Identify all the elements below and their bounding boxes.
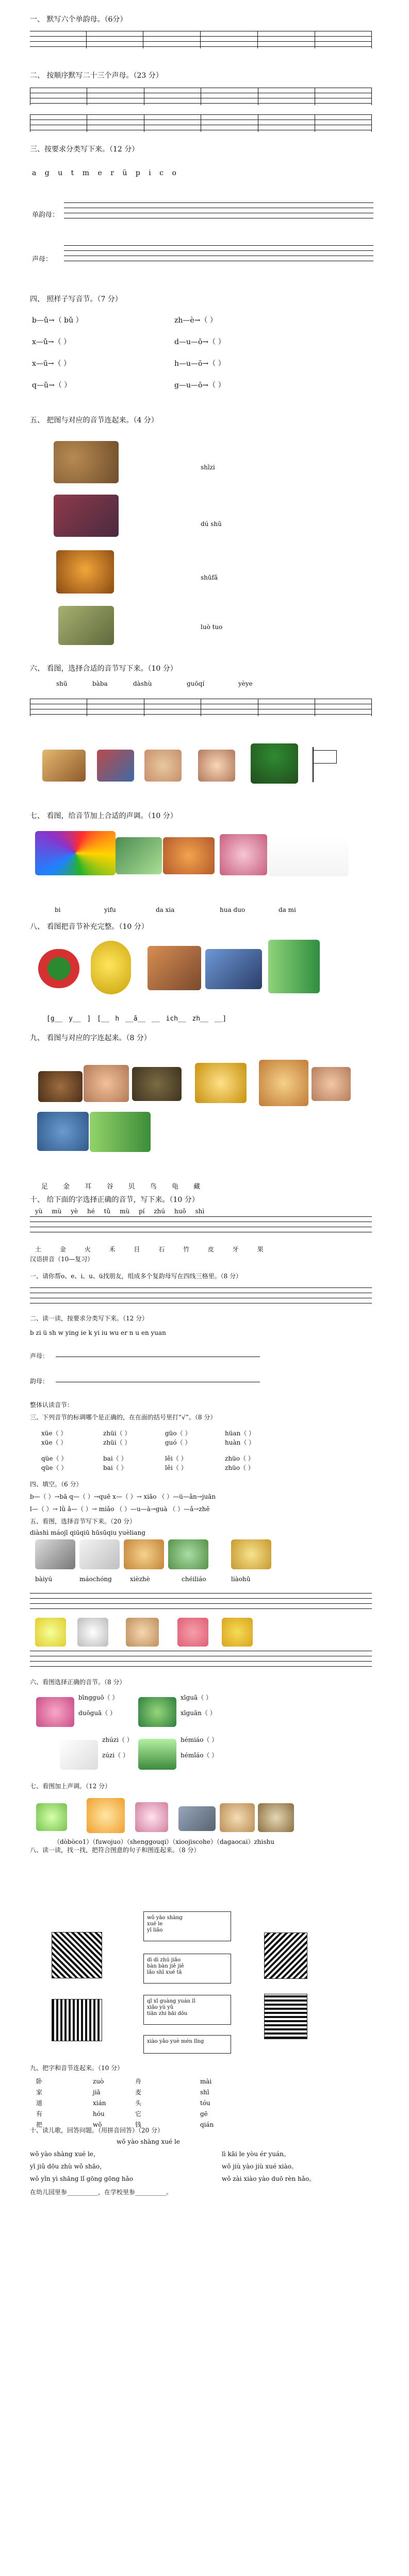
q9-right-chars bbox=[135, 2076, 141, 2130]
s10-py-7: pí bbox=[139, 1208, 145, 1215]
four-line-grid-6[interactable] bbox=[30, 699, 372, 716]
q6-a1: bīngguō（ ） bbox=[78, 1694, 119, 1701]
q9-right-4: 它 bbox=[135, 2110, 142, 2117]
q7-image-3 bbox=[135, 1802, 168, 1832]
homework-title: 汉语拼音（10—复习） bbox=[30, 1256, 94, 1263]
s4-r4-b: g—u—ō→（ ） bbox=[174, 381, 225, 389]
s10-char-2: 金 bbox=[59, 1246, 66, 1253]
feet-image bbox=[312, 1067, 351, 1101]
four-line-grid-10[interactable] bbox=[30, 1216, 372, 1234]
q9-right-2: 麦 bbox=[135, 2089, 142, 2096]
s10-py-3: yè bbox=[71, 1208, 78, 1215]
s9-char-7: 龟 bbox=[171, 1183, 178, 1191]
four-line-grid-2a[interactable] bbox=[30, 88, 372, 105]
section-6-title: 六、 看图，选择合适的音节写下来。（10 分） bbox=[30, 665, 177, 673]
q9-right-3: 头 bbox=[135, 2099, 142, 2107]
q6-b1: xīguā（ ） bbox=[181, 1694, 212, 1701]
s10-pinyin bbox=[35, 1208, 204, 1215]
q5-image-1 bbox=[35, 1539, 75, 1569]
q10-l3: wǒ yǐn yì shāng lǐ gōng gōng hǎo bbox=[30, 2175, 134, 2182]
s9-char-4: 谷 bbox=[106, 1183, 113, 1191]
s10-char-5: 目 bbox=[134, 1246, 140, 1253]
four-line-grid-q1[interactable] bbox=[30, 1287, 372, 1305]
s10-char-4: 禾 bbox=[109, 1246, 116, 1253]
q3-r1-3: güo（ ） bbox=[165, 1430, 191, 1437]
s10-py-4: hé bbox=[87, 1208, 95, 1215]
q5-row2-5: liàohū bbox=[231, 1575, 251, 1583]
q9-right-5: 钱 bbox=[135, 2121, 142, 2128]
grandma-image bbox=[148, 946, 201, 990]
watermelon-image bbox=[38, 949, 79, 988]
q9-left-chars bbox=[36, 2076, 42, 2130]
q5-row2-3: xièzhè bbox=[130, 1575, 150, 1583]
q8-title: 八、读一读，找一找，把符合图意的句子和图连起来。（8 分） bbox=[30, 1846, 200, 1854]
s10-char-8: 皮 bbox=[207, 1246, 214, 1253]
q8-image-1 bbox=[52, 1932, 102, 1978]
four-line-grid-1[interactable] bbox=[30, 31, 372, 48]
q6-image-1 bbox=[36, 1697, 74, 1727]
q10-l1: wǒ yào shàng xué le， bbox=[30, 2150, 100, 2158]
q9-rightpy-5: qián bbox=[200, 2121, 214, 2128]
old-man-image bbox=[144, 750, 182, 782]
q9-left-3: 道 bbox=[36, 2099, 43, 2107]
q5-image-5 bbox=[231, 1539, 271, 1569]
q3-r4-3: lěi（ ） bbox=[165, 1464, 187, 1471]
section-5-title: 五、 把图与对应的音节连起来。（4 分） bbox=[30, 416, 158, 425]
q9-rightpy-1: mài bbox=[200, 2078, 212, 2085]
q3-r1-2: zhüi（ ） bbox=[103, 1430, 131, 1437]
q9-left-2: 家 bbox=[36, 2089, 43, 2096]
q6-title: 六、看图选择正确的音节。（8 分） bbox=[30, 1679, 126, 1686]
q5-row2-2: máochóng bbox=[79, 1575, 112, 1583]
q9-leftpy-4: hóu bbox=[93, 2110, 105, 2117]
q4-r1: b—（ ）→bā q—（ ）→quē x—（ ）→ xiāo （ ）—ü—ǎn→juān bbox=[30, 1493, 216, 1500]
dad-image bbox=[198, 750, 235, 782]
q7-image-2 bbox=[87, 1798, 125, 1833]
moon-image bbox=[35, 1618, 66, 1647]
q8-sentence-1[interactable]: wǒ yāo shàng xué le yī liǎo bbox=[143, 1911, 231, 1941]
q8-sentence-2[interactable]: dì dì zhú jiǎo bàn bàn jiě jiě lǎo shī xué tā bbox=[143, 1954, 231, 1984]
q6-a2: duōguā（ ） bbox=[78, 1709, 117, 1717]
s10-py-10: shì bbox=[195, 1208, 205, 1215]
s9-char-5: 贝 bbox=[128, 1183, 135, 1191]
q4-r2: l—（ ）→ lǜ ǎ—（ ）→ miǎo （ ）—u—à→guà （ ）—ǎ→zhě bbox=[30, 1505, 210, 1513]
s9-char-3: 耳 bbox=[85, 1183, 92, 1191]
s9-char-8: 藏 bbox=[193, 1183, 201, 1191]
q8-sentence-4[interactable]: xiào yǎo yuè mén lǐng bbox=[143, 2035, 231, 2054]
section-2-title: 二、 按顺序默写二十三个声母。（23 分） bbox=[30, 72, 163, 80]
giraffe-image bbox=[259, 1060, 308, 1106]
car-image bbox=[205, 949, 262, 989]
q5-title: 五、看图，选择音节写下来。（20 分） bbox=[30, 1518, 136, 1525]
s10-char-3: 火 bbox=[84, 1246, 91, 1253]
q3-r3-4: zhüo（ ） bbox=[225, 1455, 254, 1462]
q9-leftpy-1: zuò bbox=[93, 2078, 104, 2085]
reading-image bbox=[54, 495, 119, 537]
q5-row2-4: chéiliáo bbox=[182, 1575, 206, 1583]
s10-py-9: huǒ bbox=[174, 1208, 186, 1215]
q8-image-3 bbox=[52, 1999, 102, 2041]
s7-word-1: bi bbox=[55, 906, 61, 913]
q5-image-2 bbox=[79, 1539, 120, 1569]
s5-word-1: shīzi bbox=[201, 464, 215, 471]
s5-word-4: luò tuo bbox=[201, 623, 223, 631]
s10-char-9: 牙 bbox=[232, 1246, 239, 1253]
q9-left-4: 有 bbox=[36, 2110, 43, 2117]
section-10-title: 十、 给下面的字选择正确的音节，写下来。（10 分） bbox=[30, 1196, 199, 1204]
sofa-image bbox=[58, 606, 114, 645]
q4-title: 四、填空。（6 分） bbox=[30, 1481, 83, 1488]
grains-image bbox=[38, 1071, 83, 1102]
q10-r2: wǒ jiù yào jiù xué xiào。 bbox=[222, 2163, 298, 2170]
s6-word-1: shū bbox=[56, 680, 68, 687]
clothes-image bbox=[116, 837, 162, 874]
camel-image bbox=[54, 441, 119, 483]
q9-right-py bbox=[200, 2076, 214, 2130]
q5-row2-1: bàiyú bbox=[35, 1575, 53, 1583]
child-image bbox=[126, 1618, 159, 1647]
books-image bbox=[97, 750, 134, 782]
ear-image bbox=[84, 1065, 129, 1102]
q3-r3-3: lěi（ ） bbox=[165, 1455, 187, 1462]
q3-r2-3: guó（ ） bbox=[165, 1439, 191, 1446]
q5-image-3 bbox=[124, 1539, 164, 1569]
q2-yunmu: 韵母： bbox=[30, 1378, 49, 1385]
q7-title: 七、看图加上声调。（12 分） bbox=[30, 1783, 111, 1790]
q10-title: 十、读儿歌，回答问题。（用拼音回答）（20 分） bbox=[30, 2127, 164, 2134]
q3-r4-2: bai（ ） bbox=[103, 1464, 127, 1471]
q7-image-6 bbox=[258, 1803, 294, 1832]
shrimp-image bbox=[163, 837, 215, 874]
section-9-title: 九、 看图与对应的字连起来。（8 分） bbox=[30, 1034, 151, 1042]
clock-image bbox=[222, 1618, 253, 1647]
q10-top: wǒ yào shàng xué le bbox=[117, 2138, 180, 2145]
q10-r1: lì kāi le yòu ér yuán。 bbox=[222, 2150, 290, 2158]
s9-chars bbox=[41, 1183, 200, 1191]
gold-image bbox=[195, 1063, 247, 1103]
q6-b2: xīguān（ ） bbox=[181, 1709, 216, 1717]
bamboo-image bbox=[268, 940, 320, 993]
q3-r2-2: zhüi（ ） bbox=[103, 1439, 131, 1446]
q6-image-2 bbox=[138, 1697, 176, 1727]
s6-word-3: dàshù bbox=[133, 680, 152, 687]
q3-r1-1: xüe（ ） bbox=[41, 1430, 67, 1437]
four-line-grid-q5a[interactable] bbox=[30, 1593, 372, 1611]
bird-image bbox=[37, 1112, 89, 1151]
q9-right-1: 舟 bbox=[135, 2078, 142, 2085]
s6-word-5: yèye bbox=[238, 680, 253, 687]
yunmu-label: 单韵母： bbox=[32, 211, 59, 219]
q10-l2: yī jiǔ dōu zhù wǒ shāo， bbox=[30, 2163, 106, 2170]
q3-r2-1: xüe（ ） bbox=[41, 1439, 67, 1446]
shengmu-label: 声母： bbox=[32, 256, 53, 263]
q3-r3-2: bai（ ） bbox=[103, 1455, 127, 1462]
q6-c1: zhúzi（ ） bbox=[102, 1736, 133, 1743]
s8-blanks: [g__ y__ ] [__ h __ā__ __ ich__ zh__ __] bbox=[46, 1015, 227, 1023]
s10-py-5: tǔ bbox=[104, 1208, 111, 1215]
q9-title: 九、把字和音节连起来。（10 分） bbox=[30, 2064, 124, 2072]
s4-r3-a: x—ū→（ ） bbox=[32, 360, 71, 368]
q2-whole: 整体认读音节： bbox=[30, 1401, 74, 1409]
turtle-image bbox=[132, 1067, 182, 1101]
s4-r1-b: zh—è→（ ） bbox=[174, 316, 217, 325]
pencils-image bbox=[35, 831, 116, 875]
pear-image bbox=[91, 941, 131, 994]
s6-word-4: guōqí bbox=[187, 680, 205, 687]
flower-image bbox=[220, 834, 267, 875]
q9-rightpy-3: tóu bbox=[200, 2099, 210, 2107]
q6-d1: hémiáo（ ） bbox=[181, 1736, 218, 1743]
s10-py-8: zhú bbox=[154, 1208, 166, 1215]
q8-image-4 bbox=[264, 1994, 307, 2039]
q9-leftpy-2: jiā bbox=[93, 2089, 101, 2096]
s7-word-5: da mi bbox=[279, 906, 296, 913]
letters-row: a g u t m e r ü p i c o bbox=[32, 169, 179, 177]
q3-r3-1: qüe（ ） bbox=[41, 1455, 68, 1462]
q9-leftpy-3: xián bbox=[93, 2099, 106, 2107]
q10-ask1: 在幼儿园里参__________，在学校里参__________。 bbox=[30, 2189, 173, 2196]
q3-r4-1: qüe（ ） bbox=[41, 1464, 68, 1471]
s5-word-3: shūfǎ bbox=[201, 574, 218, 581]
s7-word-2: yifu bbox=[104, 906, 116, 913]
section-1-title: 一、 默写六个单韵母。（6分） bbox=[30, 15, 127, 24]
four-line-grid-2b[interactable] bbox=[30, 114, 372, 132]
s7-word-3: da xia bbox=[156, 906, 175, 913]
q9-left-1: 卧 bbox=[36, 2078, 43, 2085]
q7-image-5 bbox=[220, 1803, 255, 1832]
q5-words: diàshì máojī qiūqiū hūsūqiu yuèliang bbox=[30, 1529, 145, 1536]
s4-r1-a: b—ǔ→（ bǔ ） bbox=[32, 316, 83, 325]
q8-image-2 bbox=[264, 1933, 307, 1979]
section-4-title: 四、 照样子写音节。（7 分） bbox=[30, 295, 122, 303]
s9-char-2: 金 bbox=[63, 1183, 70, 1191]
q9-left-py bbox=[93, 2076, 106, 2130]
s10-char-6: 石 bbox=[158, 1246, 165, 1253]
q2-letters: b zi ü sh w ying ie k yi iu wu er n u en yuan bbox=[30, 1329, 166, 1336]
lion-image bbox=[56, 550, 114, 594]
desk-boy-image bbox=[42, 750, 86, 782]
s10-char-7: 竹 bbox=[183, 1246, 190, 1253]
four-line-grid-q5b[interactable] bbox=[30, 1651, 372, 1668]
s7-word-4: hua duo bbox=[220, 906, 246, 913]
rice-image bbox=[268, 836, 349, 876]
s10-chars bbox=[35, 1246, 264, 1253]
q7-words: （dòbòco1）（fuwojuo）（shenggouqi）（xioojiscohe）（dagaocai）zhishu bbox=[54, 1838, 274, 1845]
q6-d2: hémǐáo（ ） bbox=[181, 1752, 218, 1759]
tire-image bbox=[77, 1618, 108, 1647]
s4-r2-b: d—u—ō→（ ） bbox=[174, 338, 225, 346]
q3-r1-4: hüan（ ） bbox=[225, 1430, 255, 1437]
q9-rightpy-2: shī bbox=[200, 2089, 209, 2096]
q7-image-4 bbox=[178, 1806, 216, 1831]
s4-r3-b: h—u—ō→（ ） bbox=[174, 360, 225, 368]
q9-leftpy-5: wǒ bbox=[93, 2121, 102, 2128]
s4-r2-a: x—ǔ→（ ） bbox=[32, 338, 71, 346]
q5-image-4 bbox=[168, 1539, 208, 1569]
q8-sentence-3[interactable]: qǐ xǐ guàng yuán lǐ xiǎo yú yǔ tiān zhi bāi dōu bbox=[143, 1995, 231, 2025]
s6-word-2: bàba bbox=[92, 680, 108, 687]
q2-shengmu: 声母： bbox=[30, 1352, 49, 1360]
s10-char-1: 土 bbox=[35, 1246, 42, 1253]
s10-py-1: yù bbox=[35, 1208, 43, 1215]
s4-r4-a: q—ǔ→（ ） bbox=[32, 381, 72, 389]
balloon-image bbox=[177, 1618, 208, 1647]
grass-image bbox=[90, 1112, 151, 1152]
q7-image-1 bbox=[36, 1803, 67, 1831]
section-8-title: 八、 看图把音节补充完整。（10 分） bbox=[30, 923, 149, 931]
q2-title: 二、读一读，按要求分类写下来。（12 分） bbox=[30, 1315, 149, 1322]
q6-image-3 bbox=[60, 1740, 98, 1770]
s9-char-1: 足 bbox=[41, 1183, 48, 1191]
section-7-title: 七、 看图，给音节加上合适的声调。（10 分） bbox=[30, 812, 177, 820]
q9-rightpy-4: gē bbox=[200, 2110, 208, 2117]
s5-word-2: dú shū bbox=[201, 520, 222, 528]
s9-char-6: 鸟 bbox=[150, 1183, 157, 1191]
q6-c2: zúzi（ ） bbox=[102, 1752, 129, 1759]
q3-title: 三、下列音节的标调哪个是正确的，在在面的括号里打“√”。（8 分） bbox=[30, 1414, 217, 1421]
q3-r2-4: huàn（ ） bbox=[225, 1439, 255, 1446]
q10-r3: wǒ zài xiào yào duō rèn hǎo。 bbox=[222, 2175, 316, 2182]
q3-r4-4: zhüo（ ） bbox=[225, 1464, 254, 1471]
tree-image bbox=[251, 743, 298, 784]
q1-title: 一、请你帮o、e、i、u、ü找朋友，组成多个复韵母写在四线三格里。（8 分） bbox=[30, 1273, 242, 1280]
s10-py-6: mù bbox=[120, 1208, 130, 1215]
flag-image bbox=[313, 747, 341, 782]
s10-py-2: mù bbox=[52, 1208, 62, 1215]
section-3-title: 三、按要求分类写下来。（12 分） bbox=[30, 145, 139, 154]
s10-char-10: 果 bbox=[257, 1246, 264, 1253]
q9-left-5: 把 bbox=[36, 2121, 43, 2128]
q6-image-4 bbox=[138, 1739, 176, 1770]
